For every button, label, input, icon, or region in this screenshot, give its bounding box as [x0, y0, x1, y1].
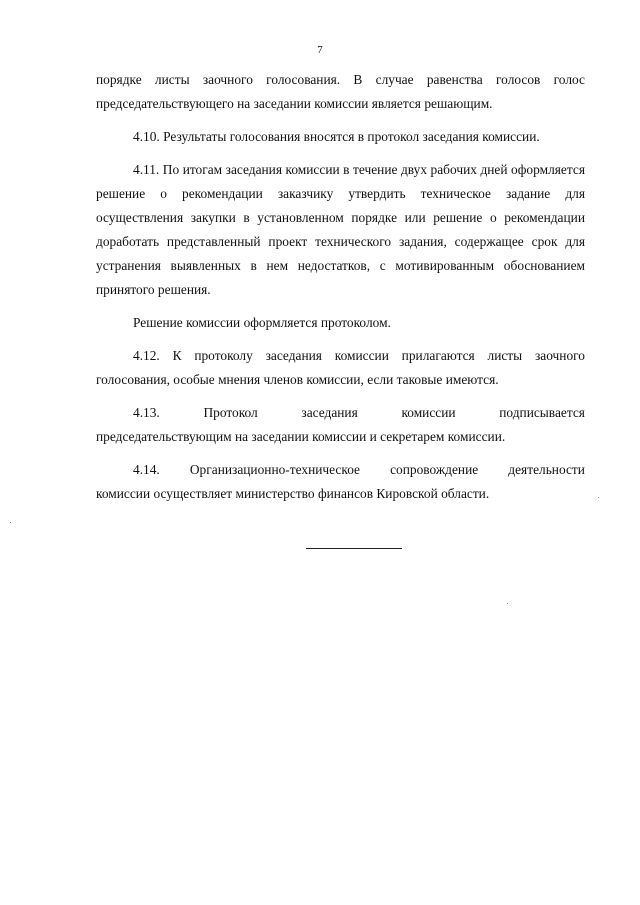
paragraph-4-13-first-line [96, 401, 585, 425]
word: Протокол [203, 405, 258, 420]
page-number: 7 [317, 44, 323, 56]
word: Организационно-техническое [189, 462, 360, 477]
paragraph-4-10: 4.10. Результаты голосования вносятся в протокол заседания комиссии. [133, 129, 540, 144]
paragraph-continuation: порядке листы заочного голосования. В случае равенства голосов голос председательствующего на заседании комиссии является решающим. [96, 72, 585, 111]
paragraph-4-12: 4.12. К протоколу заседания комиссии прилагаются листы заочного голосования, особые мнения членов комиссии, если таковые имеются. [96, 348, 585, 387]
word: сопровождение [390, 462, 479, 477]
word: 4.14. [133, 462, 160, 477]
paragraph-4-11: 4.11. По итогам заседания комиссии в течение двух рабочих дней оформляется решение о рекомендации заказчику утвердить техническое задание для осуществления закупки в установленном порядке или решение о рекомендации доработать представленный проект технического задания, содержащее срок для устранения выявленных в нем недостатков, с мотивированным обоснованием принятого решения. [96, 162, 585, 297]
word: комиссии [401, 405, 456, 420]
paragraph-4-14-continuation: комиссии осуществляет министерство финансов Кировской области. [96, 486, 490, 501]
end-rule [306, 548, 402, 549]
document-body [96, 68, 585, 515]
paragraph-decision: Решение комиссии оформляется протоколом. [133, 315, 391, 330]
word: подписывается [499, 405, 585, 420]
word: деятельности [508, 462, 585, 477]
paragraph-4-14-first-line [96, 458, 585, 482]
word: 4.13. [133, 405, 160, 420]
scan-speck [598, 497, 599, 498]
paragraph-4-13-continuation: председательствующим на заседании комиссии и секретарем комиссии. [96, 429, 506, 444]
scan-speck [10, 522, 11, 523]
word: заседания [301, 405, 358, 420]
scan-speck [507, 603, 508, 604]
